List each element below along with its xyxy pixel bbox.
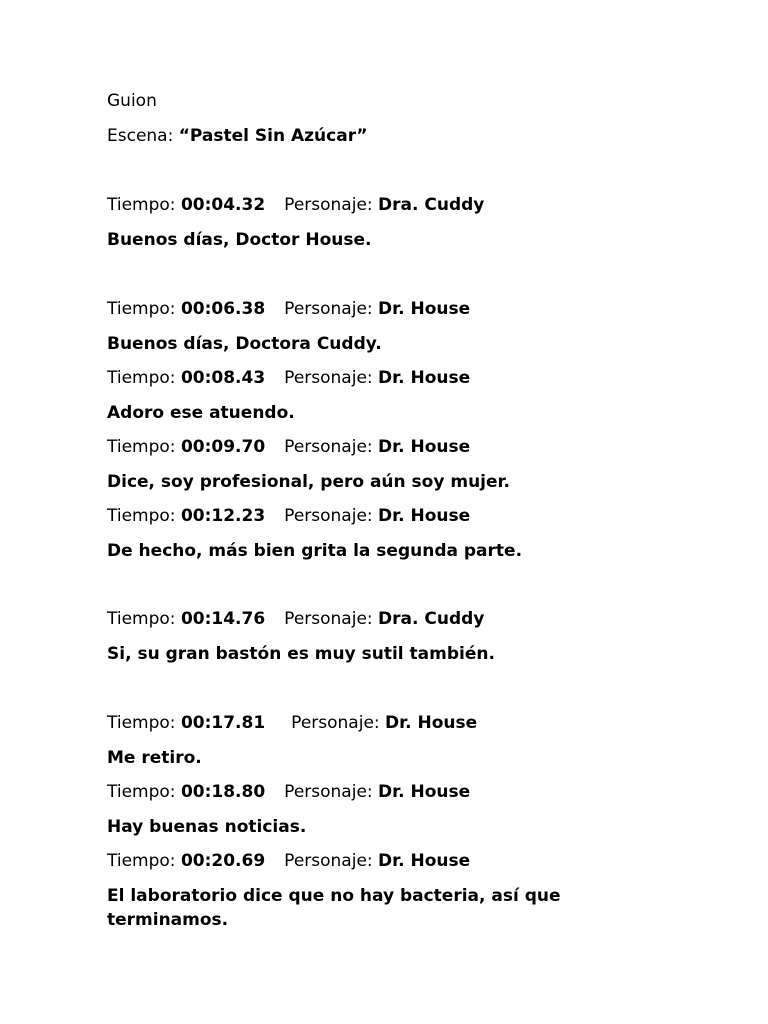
cue-line <box>107 781 470 803</box>
dialogue-line: Me retiro. <box>107 748 202 768</box>
time-label: Tiempo: <box>107 851 176 871</box>
time-label: Tiempo: <box>107 506 176 526</box>
document-title: Guion <box>107 91 157 111</box>
time-label: Tiempo: <box>107 713 176 733</box>
timecode: 00:12.23 <box>180 506 266 526</box>
character-label: Personaje: <box>284 506 373 526</box>
time-label: Tiempo: <box>107 609 176 629</box>
cue-line <box>107 298 470 320</box>
character-name: Dr. House <box>378 368 471 388</box>
timecode: 00:17.81 <box>180 713 266 733</box>
timecode: 00:18.80 <box>180 782 266 802</box>
scene-label: Escena: <box>107 126 174 146</box>
character-name: Dr. House <box>385 713 478 733</box>
time-label: Tiempo: <box>107 782 176 802</box>
character-label: Personaje: <box>284 437 373 457</box>
cue-line <box>107 194 484 216</box>
character-label: Personaje: <box>284 195 373 215</box>
dialogue-line: Buenos días, Doctora Cuddy. <box>107 334 382 354</box>
cue-line <box>107 608 484 630</box>
character-name: Dra. Cuddy <box>378 195 485 215</box>
character-label: Personaje: <box>284 609 373 629</box>
dialogue-line: Si, su gran bastón es muy sutil también. <box>107 644 495 664</box>
timecode: 00:20.69 <box>180 851 266 871</box>
character-name: Dr. House <box>378 782 471 802</box>
dialogue-line: Buenos días, Doctor House. <box>107 230 372 250</box>
time-label: Tiempo: <box>107 195 176 215</box>
timecode: 00:08.43 <box>180 368 266 388</box>
timecode: 00:04.32 <box>180 195 266 215</box>
cue-line <box>107 505 470 527</box>
character-name: Dra. Cuddy <box>378 609 485 629</box>
cue-line <box>107 712 477 734</box>
character-name: Dr. House <box>378 851 471 871</box>
time-label: Tiempo: <box>107 299 176 319</box>
character-label: Personaje: <box>291 713 380 733</box>
cue-line <box>107 850 470 872</box>
dialogue-line: De hecho, más bien grita la segunda parte. <box>107 541 523 561</box>
character-name: Dr. House <box>378 299 471 319</box>
cue-line <box>107 436 470 458</box>
time-label: Tiempo: <box>107 437 176 457</box>
dialogue-line: Dice, soy profesional, pero aún soy mujer. <box>107 472 510 492</box>
character-label: Personaje: <box>284 299 373 319</box>
cue-line <box>107 367 470 389</box>
timecode: 00:06.38 <box>180 299 266 319</box>
dialogue-line: Hay buenas noticias. <box>107 817 307 837</box>
character-name: Dr. House <box>378 506 471 526</box>
dialogue-line: El laboratorio dice que no hay bacteria, así que terminamos. <box>107 886 561 930</box>
timecode: 00:09.70 <box>180 437 266 457</box>
scene-name: “Pastel Sin Azúcar” <box>178 126 368 146</box>
character-label: Personaje: <box>284 782 373 802</box>
dialogue-line: Adoro ese atuendo. <box>107 403 295 423</box>
scene-heading <box>107 125 368 147</box>
character-label: Personaje: <box>284 851 373 871</box>
time-label: Tiempo: <box>107 368 176 388</box>
character-label: Personaje: <box>284 368 373 388</box>
timecode: 00:14.76 <box>180 609 266 629</box>
character-name: Dr. House <box>378 437 471 457</box>
